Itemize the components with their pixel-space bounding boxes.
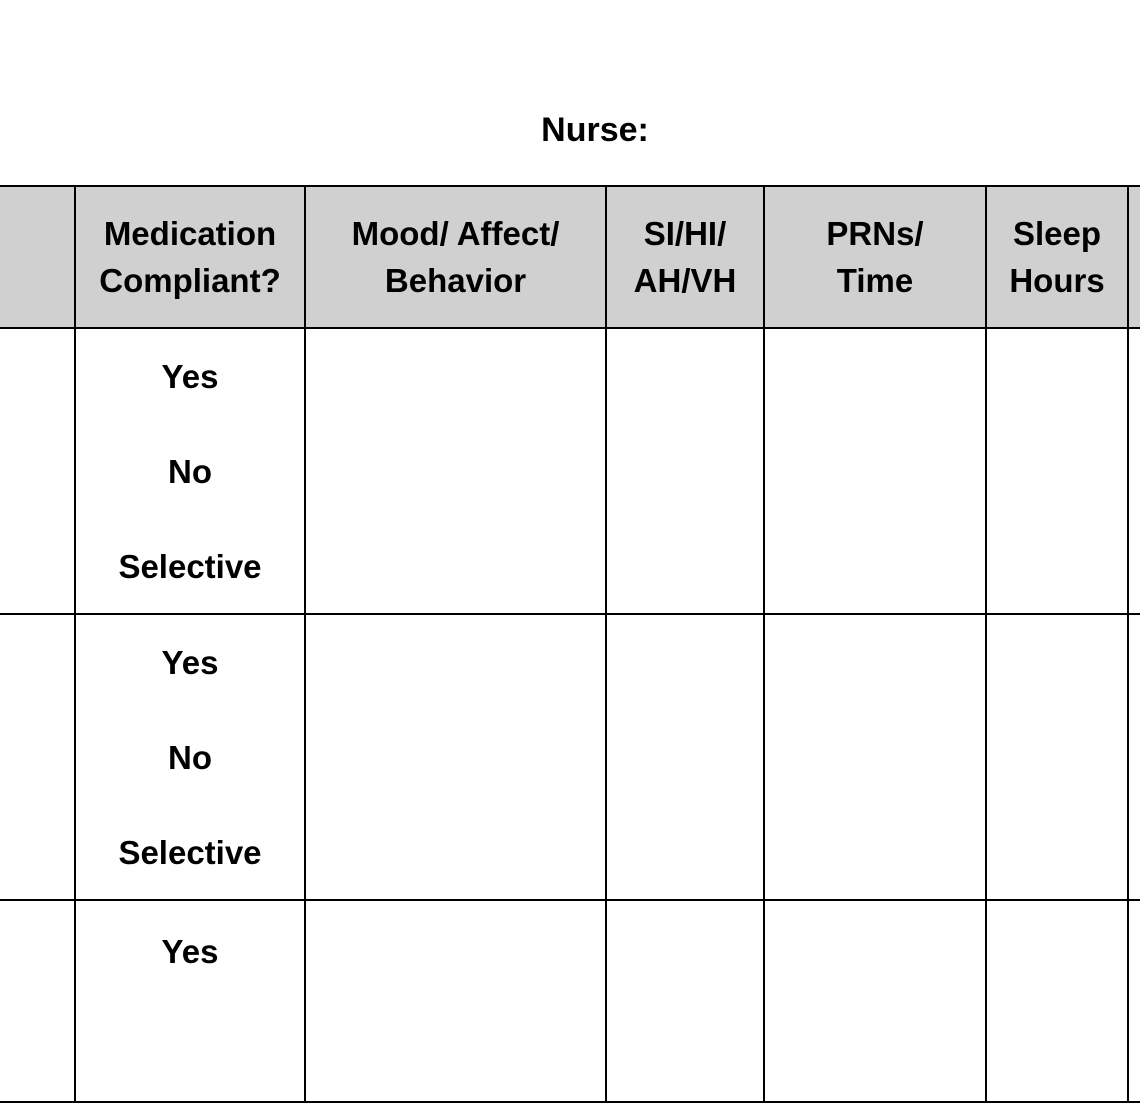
table-row <box>0 328 1140 614</box>
si-hi-cell[interactable] <box>606 900 764 1102</box>
header-row <box>0 186 1140 328</box>
mood-cell[interactable] <box>305 614 606 900</box>
patient-log-table <box>0 185 1140 1103</box>
patient-cell[interactable] <box>0 900 75 1102</box>
header-mood-affect-behavior: Mood/ Affect/ Behavior <box>305 186 606 328</box>
header-cell-blank <box>0 186 75 328</box>
nurse-label: Nurse: <box>541 111 649 149</box>
header-sleep-hours: Sleep Hours <box>986 186 1128 328</box>
option-yes[interactable]: Yes <box>161 643 219 681</box>
table-row <box>0 614 1140 900</box>
sleep-cell[interactable] <box>986 614 1128 900</box>
header-cell-overflow <box>1128 186 1140 328</box>
option-no[interactable]: No <box>168 738 212 776</box>
medication-compliance-cell <box>75 328 305 614</box>
prns-cell[interactable] <box>764 328 986 614</box>
header-medication-compliant: Medication Compliant? <box>75 186 305 328</box>
sleep-cell[interactable] <box>986 328 1128 614</box>
medication-compliance-cell <box>75 900 305 1102</box>
sleep-cell[interactable] <box>986 900 1128 1102</box>
prns-cell[interactable] <box>764 900 986 1102</box>
overflow-cell <box>1128 328 1140 614</box>
option-selective[interactable]: Selective <box>118 547 262 585</box>
overflow-cell <box>1128 900 1140 1102</box>
option-yes[interactable]: Yes <box>161 357 219 395</box>
mood-cell[interactable] <box>305 328 606 614</box>
patient-cell[interactable] <box>0 614 75 900</box>
si-hi-cell[interactable] <box>606 614 764 900</box>
si-hi-cell[interactable] <box>606 328 764 614</box>
header-prns-time: PRNs/ Time <box>764 186 986 328</box>
option-yes[interactable]: Yes <box>161 933 219 970</box>
prns-cell[interactable] <box>764 614 986 900</box>
mood-cell[interactable] <box>305 900 606 1102</box>
option-no[interactable]: No <box>168 452 212 490</box>
header-si-hi-ah-vh: SI/HI/ AH/VH <box>606 186 764 328</box>
option-selective[interactable]: Selective <box>118 833 262 871</box>
table-row <box>0 900 1140 1102</box>
medication-compliance-cell <box>75 614 305 900</box>
patient-cell[interactable] <box>0 328 75 614</box>
overflow-cell <box>1128 614 1140 900</box>
